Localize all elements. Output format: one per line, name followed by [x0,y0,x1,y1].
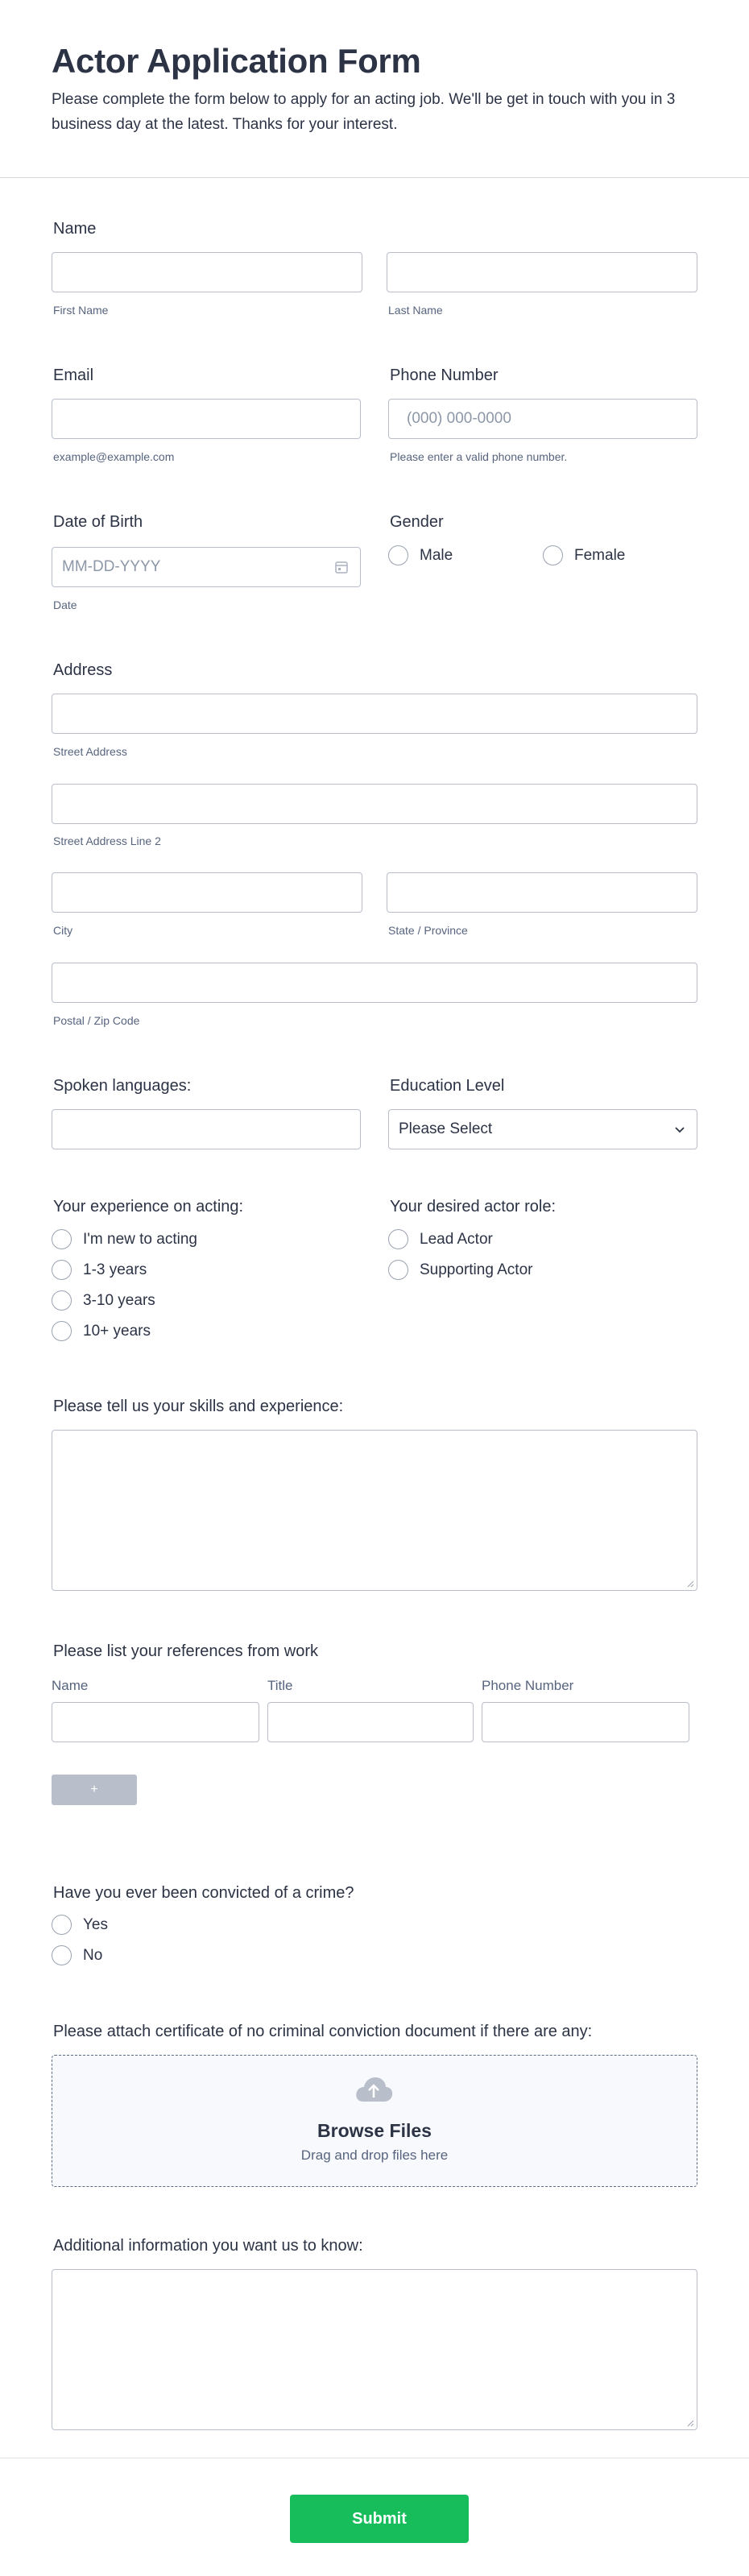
chevron-down-icon [674,1124,685,1136]
languages-input[interactable] [52,1109,361,1149]
street-address-2-sublabel: Street Address Line 2 [53,835,161,847]
crime-label: Have you ever been convicted of a crime? [53,1884,354,1902]
gender-option-male[interactable] [388,545,453,565]
email-input[interactable] [52,399,361,439]
radio-button[interactable] [52,1321,72,1341]
form-header [0,0,749,178]
resize-grip-icon[interactable] [687,2420,694,2427]
radio-label: 10+ years [83,1322,151,1340]
calendar-icon[interactable] [334,560,349,574]
radio-label: I'm new to acting [83,1230,197,1248]
cloud-upload-icon [354,2075,394,2104]
languages-label: Spoken languages: [53,1077,192,1095]
dob-label: Date of Birth [53,513,143,531]
role-option-lead[interactable] [388,1229,493,1249]
dob-sublabel: Date [53,598,77,611]
city-sublabel: City [53,924,73,937]
experience-label: Your experience on acting: [53,1198,244,1216]
form-body [0,178,749,2528]
radio-button[interactable] [52,1915,72,1935]
references-col-phone: Phone Number [482,1678,574,1693]
browse-files-title[interactable]: Browse Files [317,2120,432,2141]
zip-input[interactable] [52,963,697,1003]
reference-name-input[interactable] [52,1702,259,1742]
radio-label: Male [420,546,453,564]
city-input[interactable] [52,872,362,913]
street-address-input[interactable] [52,694,697,734]
gender-option-female[interactable] [543,545,625,565]
radio-button[interactable] [52,1290,72,1311]
crime-option-yes[interactable] [52,1915,108,1935]
email-sublabel: example@example.com [53,450,175,463]
street-address-sublabel: Street Address [53,745,127,758]
radio-label: No [83,1946,103,1964]
name-label: Name [53,220,97,238]
first-name-sublabel: First Name [53,304,109,317]
radio-label: 3-10 years [83,1291,155,1309]
radio-button[interactable] [52,1229,72,1249]
reference-title-input[interactable] [267,1702,474,1742]
phone-sublabel: Please enter a valid phone number. [390,450,568,463]
crime-option-no[interactable] [52,1945,102,1965]
skills-label: Please tell us your skills and experience: [53,1398,344,1415]
drag-drop-hint: Drag and drop files here [300,2147,449,2163]
attachment-label: Please attach certificate of no criminal conviction document if there are any: [53,2023,593,2040]
experience-option-new[interactable] [52,1229,197,1249]
education-label: Education Level [390,1077,505,1095]
radio-label: 1-3 years [83,1261,147,1278]
email-label: Email [53,367,94,384]
radio-button[interactable] [388,1260,408,1280]
radio-label: Lead Actor [420,1230,493,1248]
additional-label: Additional information you want us to know: [53,2237,363,2255]
experience-option-1-3[interactable] [52,1260,147,1280]
dob-placeholder: MM-DD-YYYY [62,558,161,575]
phone-label: Phone Number [390,367,499,384]
radio-button[interactable] [52,1260,72,1280]
radio-label: Supporting Actor [420,1261,533,1278]
phone-placeholder: (000) 000-0000 [407,410,511,427]
state-sublabel: State / Province [388,924,468,937]
role-option-supporting[interactable] [388,1260,532,1280]
page-title: Actor Application Form [52,42,421,80]
gender-label: Gender [390,513,444,531]
experience-option-10-plus[interactable] [52,1321,151,1341]
additional-textarea[interactable] [52,2269,697,2430]
references-label: Please list your references from work [53,1642,319,1660]
education-select[interactable] [388,1109,697,1149]
radio-button[interactable] [388,545,408,565]
page-subtitle: Please complete the form below to apply for an acting job. We'll be get in touch with you in 3 business day at the latest. Thanks for your interest. [52,91,676,133]
first-name-input[interactable] [52,252,362,292]
education-selected: Please Select [399,1120,493,1137]
role-label: Your desired actor role: [390,1198,557,1216]
reference-phone-input[interactable] [482,1702,689,1742]
resize-grip-icon[interactable] [687,1580,694,1588]
last-name-sublabel: Last Name [388,304,443,317]
last-name-input[interactable] [387,252,697,292]
address-label: Address [53,661,113,679]
state-input[interactable] [387,872,697,913]
radio-label: Yes [83,1915,108,1933]
add-reference-button[interactable]: + [52,1775,137,1805]
references-col-name: Name [52,1678,89,1693]
file-upload-dropzone[interactable] [52,2055,697,2187]
phone-input[interactable] [388,399,697,439]
references-col-title: Title [267,1678,293,1693]
zip-sublabel: Postal / Zip Code [53,1014,140,1027]
submit-button[interactable]: Submit [290,2495,469,2543]
street-address-2-input[interactable] [52,784,697,824]
radio-button[interactable] [52,1945,72,1965]
skills-textarea[interactable] [52,1430,697,1591]
radio-label: Female [574,546,626,564]
radio-button[interactable] [543,545,563,565]
dob-input[interactable] [52,547,361,587]
experience-option-3-10[interactable] [52,1290,155,1311]
radio-button[interactable] [388,1229,408,1249]
